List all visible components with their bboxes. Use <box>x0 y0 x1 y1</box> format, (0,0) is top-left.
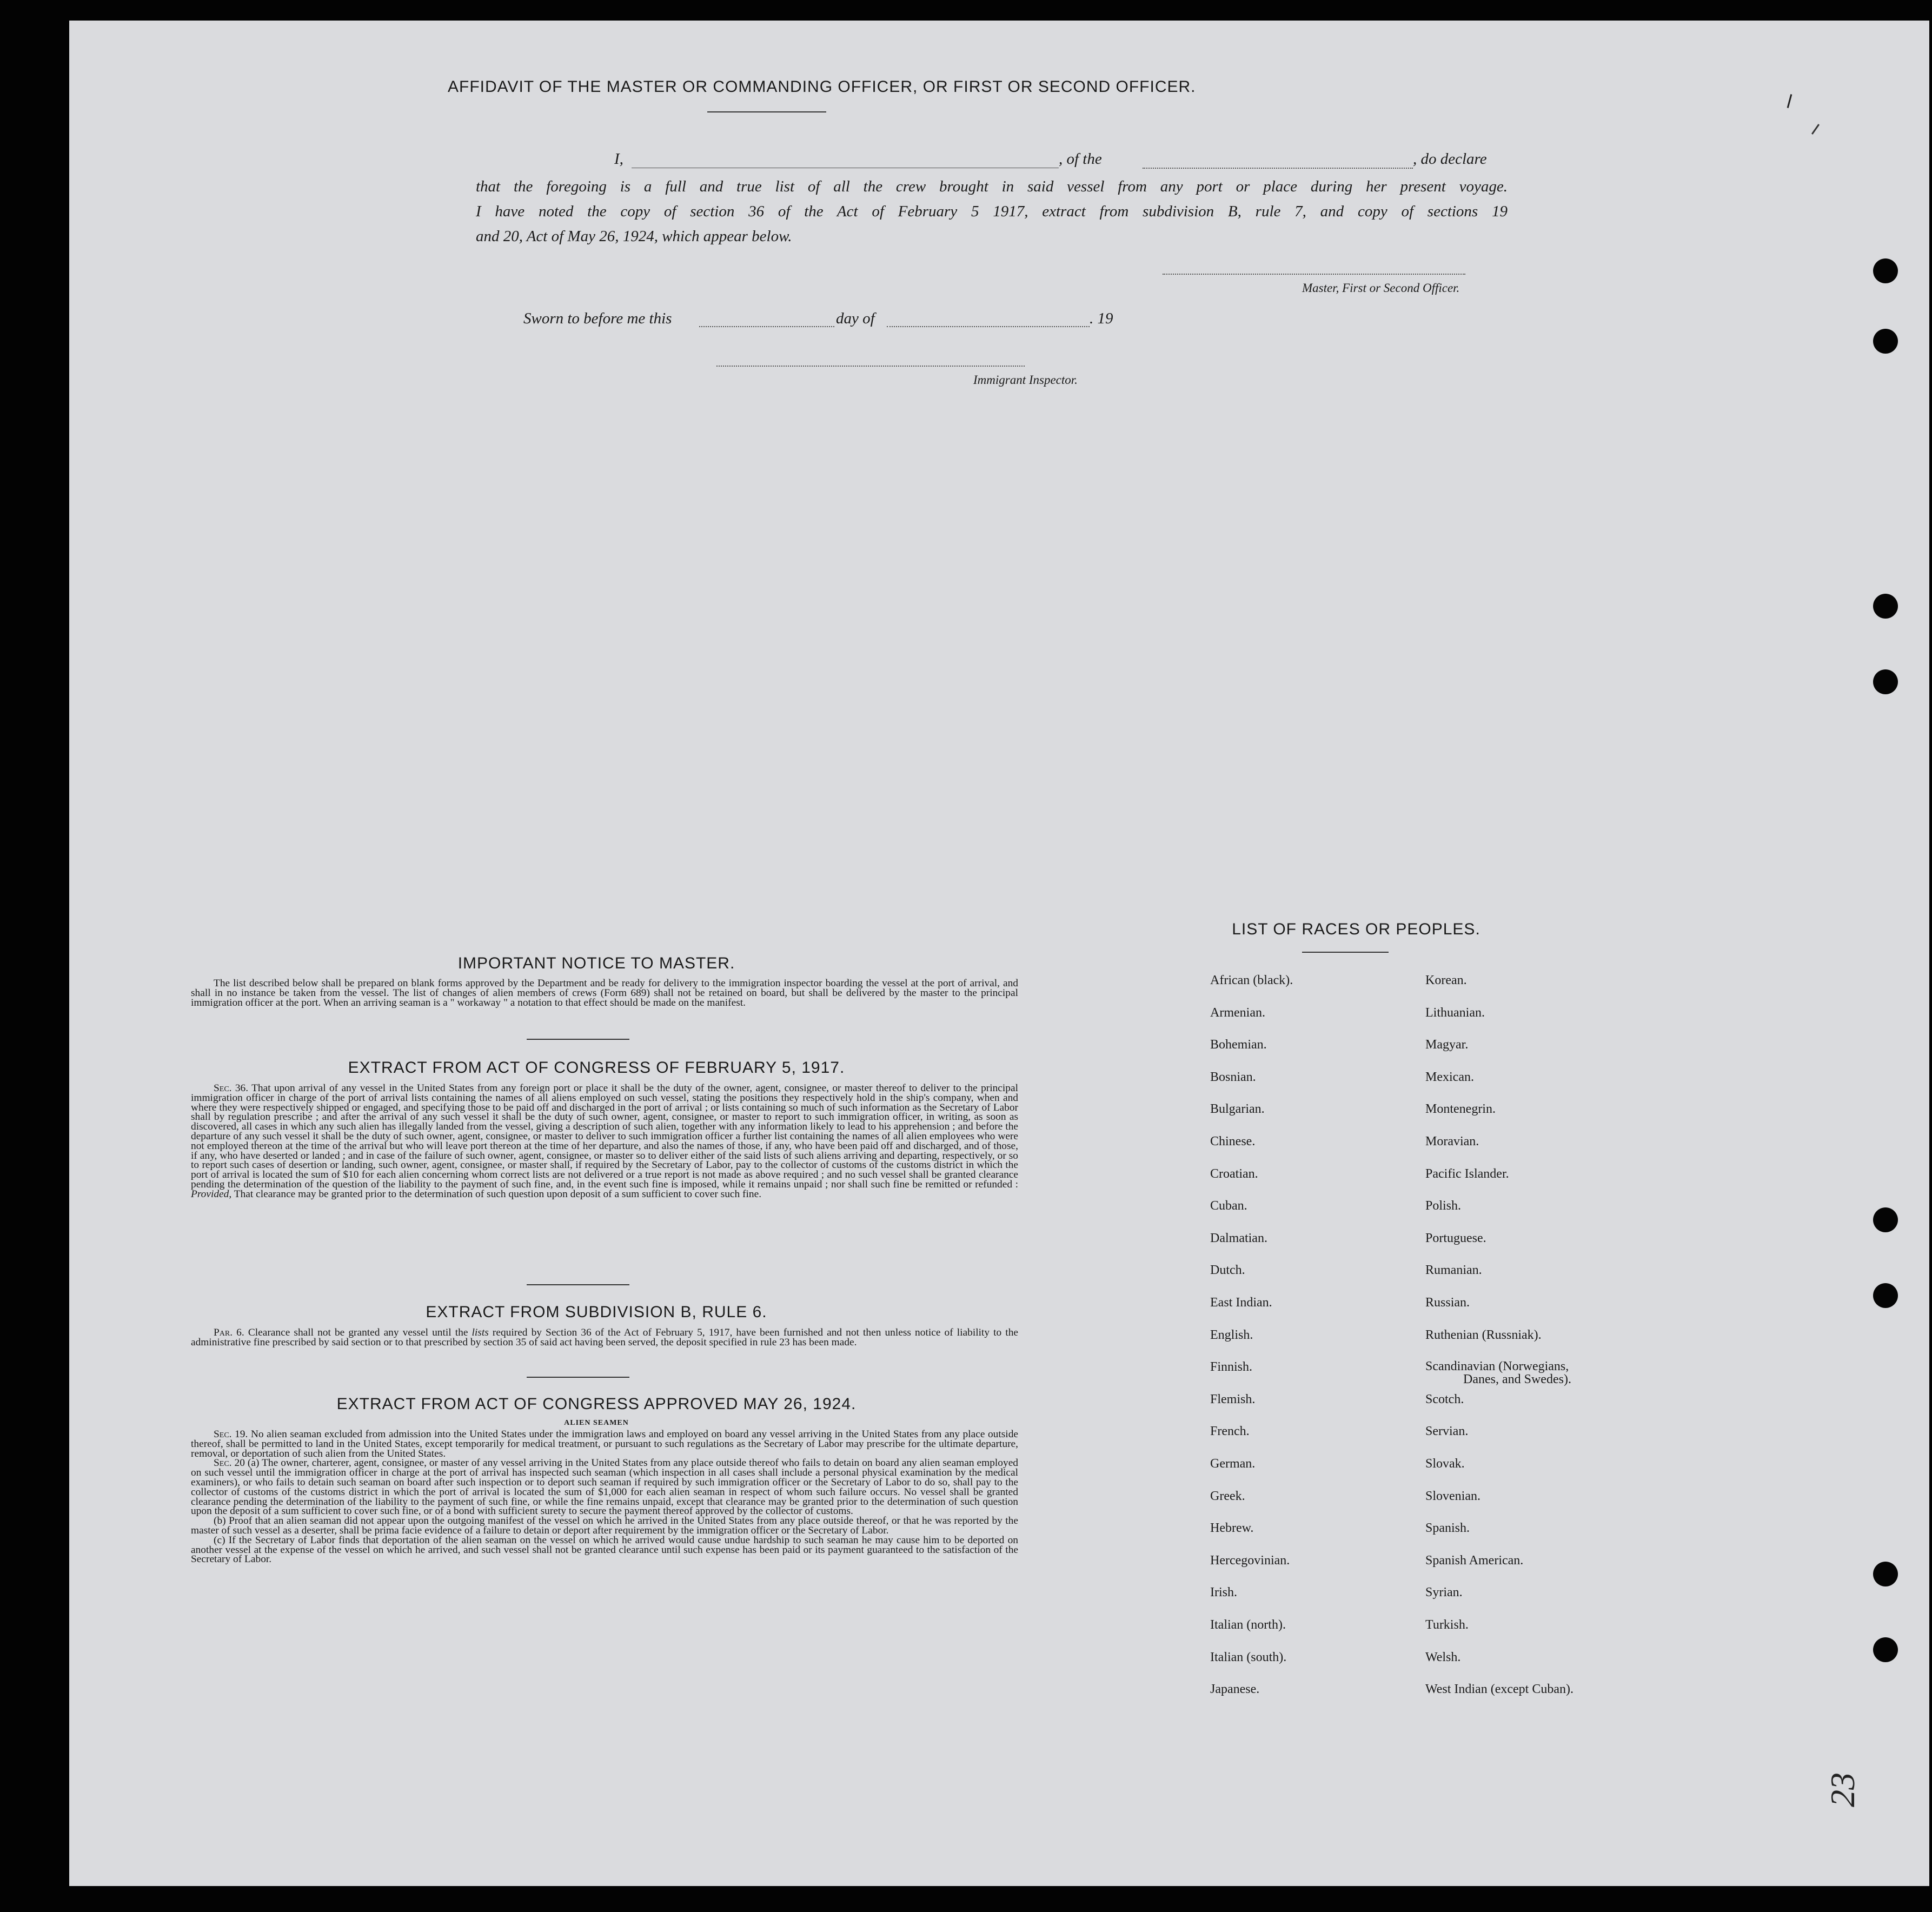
race-item: Lithuanian. <box>1425 1006 1485 1020</box>
sec-20c-text: (c) If the Secretary of Labor finds that deportation of the alien seaman on the vessel on which he arrived would cause undue hardship to such seaman he may cause him to be deported on another vessel at the expense of the vessel on which he arrived, and such vessel shall not be granted clearance until such expense has been paid or its payment guaranteed to the satisfaction of the Secretary of Labor. <box>191 1534 1018 1565</box>
binder-hole <box>1873 594 1898 619</box>
binder-hole <box>1873 1562 1898 1586</box>
race-item: Turkish. <box>1425 1618 1469 1632</box>
race-item: Mexican. <box>1425 1070 1474 1084</box>
race-item: Ruthenian (Russniak). <box>1425 1328 1542 1342</box>
race-item: Dutch. <box>1210 1263 1245 1277</box>
stray-mark <box>1787 94 1792 108</box>
sec-36-text: That upon arrival of any vessel in the United States from any foreign port or place it shall be the duty of the owner, agent, consignee, or master thereof to deliver to the principal immigration officer in charge of the port of arrival lists containing the names of all aliens employed on such vessel, stating the positions they respectively hold in the ship's company, when and where they were respectively shipped or engaged, and specifying those to be paid off and discharged in the port of arrival ; or lists containing so much of such information as the Secretary of Labor shall by regulation prescribe ; and after the arrival of any such vessel it shall be the duty of such owner, agent, consignee, or master to report to such immigration officer, in writing, as soon as discovered, all cases in which any such alien has illegally landed from the vessel, giving a description of such alien, together with any information likely to lead to his apprehension ; and before the departure of any such vessel it shall be the duty of such owner, agent, consignee, or master to deliver to such immigration officer a further list containing the names of all alien employees who were not employed thereon at the time of the arrival but who will leave port thereon at the time of her departure, and also the names of those, if any, who have been paid off and discharged, and of those, if any, who have deserted or landed ; and in case of the failure of such owner, agent, consignee, or master so to deliver either of the said lists of such aliens arriving and departing, respectively, or so to report such cases of desertion or landing, such owner, agent, consignee, or master shall, if required by the Secretary of Labor, pay to the collector of customs of the customs district in which the port of arrival is located the sum of $10 for each alien concerning whom correct lists are not delivered or a true report is not made as above required ; and no such vessel shall be granted clearance pending the determination of the question of the liability to the payment of such fine, and, in the event such fine is imposed, while it remains unpaid ; nor shall such fine be remitted or refunded : <box>191 1083 1018 1190</box>
title-underline <box>707 111 826 112</box>
race-item: Irish. <box>1210 1585 1237 1599</box>
alien-seamen-subtitle: ALIEN SEAMEN <box>564 1419 629 1427</box>
sec-19-text: No alien seaman excluded from admission into the United States under the immigration laws and employed on board any vessel arriving in the United States from any place outside thereof, shall be permitted to land in the United States, except temporarily for medical treatment, or pursuant to such regulations as the Secretary of Labor may prescribe for the ultimate departure, removal, or deportation of such alien from the United States. <box>191 1429 1019 1459</box>
race-item: West Indian (except Cuban). <box>1425 1682 1574 1696</box>
declaration-line-3: and 20, Act of May 26, 1924, which appear below. <box>476 228 792 245</box>
inspector-signature-line[interactable] <box>716 366 1025 367</box>
race-item: Spanish. <box>1425 1521 1470 1535</box>
race-item: Scotch. <box>1425 1392 1464 1406</box>
par-6-label: Par. 6. <box>214 1327 244 1338</box>
binder-hole <box>1873 1637 1898 1662</box>
stray-mark <box>1811 124 1820 135</box>
race-item: Dalmatian. <box>1210 1231 1267 1245</box>
rule-6-body <box>191 1328 1018 1347</box>
race-item: Armenian. <box>1210 1006 1265 1020</box>
race-item <box>1425 1360 1620 1386</box>
handwritten-page-number: 23 <box>1823 1772 1862 1807</box>
race-item: African (black). <box>1210 973 1293 987</box>
race-item: Portuguese. <box>1425 1231 1486 1245</box>
race-item: Moravian. <box>1425 1134 1479 1148</box>
section-divider <box>527 1284 629 1285</box>
race-item: Japanese. <box>1210 1682 1260 1696</box>
provided-word: Provided, <box>191 1188 232 1200</box>
sec-20a-text: (a) The owner, charterer, agent, consignee, or master of any vessel arriving in the United States from any place outside thereof who fails to detain on board any alien seaman employed on such vessel until the immigration officer in charge at the port of arrival has inspected such seaman (which inspection in all cases shall include a personal physical examination by the medical examiners), or who fails to detain such seaman on board after such inspection or to deport such seaman if required by such immigration officer or the Secretary of Labor to do so, shall pay to the collector of customs of the customs district in which the port of arrival is located the sum of $1,000 for each alien seaman in respect of whom such failure occurs. No vessel shall be granted clearance pending the determination of the liability to the payment of such fine, or while the fine remains unpaid, except that clearance may be granted prior to the determination of such question upon the deposit of a sum sufficient to cover such fine, or of a bond with sufficient surety to secure the payment thereof approved by the collector of customs. <box>191 1457 1018 1517</box>
race-item: Finnish. <box>1210 1360 1253 1374</box>
affidavit-title: AFFIDAVIT OF THE MASTER OR COMMANDING OFFICER, OR FIRST OR SECOND OFFICER. <box>448 78 1196 96</box>
binder-hole <box>1873 258 1898 283</box>
race-item: Magyar. <box>1425 1038 1469 1052</box>
binder-hole <box>1873 329 1898 354</box>
sec-36-label: Sec. 36. <box>214 1083 249 1094</box>
par-6-text-b: required by Section 36 of the Act of February 5, 1917, have been furnished and not then unless notice of liability to the administrative fine prescribed by said section or to that prescribed by section 35 of said act having been served, the deposit specified in rule 23 has been made. <box>191 1327 1018 1348</box>
race-item: Korean. <box>1425 973 1467 987</box>
inspector-signature-caption: Immigrant Inspector. <box>973 373 1078 387</box>
day-of-label: day of <box>836 310 875 327</box>
race-item: Montenegrin. <box>1425 1102 1496 1116</box>
rule-6-title: EXTRACT FROM SUBDIVISION B, RULE 6. <box>426 1303 767 1321</box>
master-signature-caption: Master, First or Second Officer. <box>1302 281 1460 295</box>
race-item: French. <box>1210 1424 1250 1438</box>
race-item: Slovak. <box>1425 1457 1465 1471</box>
sec-36-text-end: That clearance may be granted prior to the determination of such question upon deposit of a sum sufficient to cover such fine. <box>234 1188 762 1200</box>
race-item: Italian (south). <box>1210 1650 1287 1664</box>
binder-hole <box>1873 669 1898 694</box>
master-signature-line[interactable] <box>1163 274 1465 275</box>
declarant-line <box>545 149 1572 174</box>
sec-20b-text: (b) Proof that an alien seaman did not appear upon the outgoing manifest of the vessel on which he arrived in the United States from any place outside thereof, or that he was reported by the master of such vessel as a deserter, shall be prima facie evidence of a failure to detain or deport after requirement by the immigration officer or the Secretary of Labor. <box>191 1515 1018 1536</box>
race-item: Cuban. <box>1210 1199 1247 1213</box>
race-item: Hebrew. <box>1210 1521 1254 1535</box>
race-item: Polish. <box>1425 1199 1462 1213</box>
extract-1917-title: EXTRACT FROM ACT OF CONGRESS OF FEBRUARY 5, 1917. <box>348 1059 845 1077</box>
i-label: I, <box>614 150 623 168</box>
race-item: Croatian. <box>1210 1167 1258 1181</box>
of-the-label: , of the <box>1059 150 1102 168</box>
race-item: Slovenian. <box>1425 1489 1480 1503</box>
race-item: Flemish. <box>1210 1392 1256 1406</box>
race-item-line: Danes, and Swedes). <box>1463 1372 1571 1386</box>
race-item: Hercegovinian. <box>1210 1554 1290 1568</box>
sec-20-label: Sec. 20 <box>214 1457 245 1469</box>
sec-19-label: Sec. 19. <box>214 1429 248 1440</box>
sworn-day-field[interactable] <box>699 326 834 327</box>
race-item-line: Scandinavian (Norwegians, <box>1425 1359 1569 1373</box>
race-item: Greek. <box>1210 1489 1245 1503</box>
section-divider <box>527 1377 629 1378</box>
race-item: English. <box>1210 1328 1253 1342</box>
race-item: Pacific Islander. <box>1425 1167 1509 1181</box>
race-item: Italian (north). <box>1210 1618 1286 1632</box>
vessel-field[interactable] <box>1143 168 1413 169</box>
declaration-line-1: that the foregoing is a full and true list of all the crew brought in said vessel from any port or place during her present voyage. <box>476 178 1508 195</box>
races-title: LIST OF RACES OR PEOPLES. <box>1232 920 1480 938</box>
lists-word: lists <box>472 1327 489 1338</box>
notice-body <box>191 979 1018 1007</box>
binder-hole <box>1873 1283 1898 1308</box>
races-title-underline <box>1302 952 1389 953</box>
race-item: Bosnian. <box>1210 1070 1256 1084</box>
race-item: German. <box>1210 1457 1256 1471</box>
declaration-line-2: I have noted the copy of section 36 of the Act of February 5 1917, extract from subdivision B, rule 7, and copy of sections 19 <box>476 203 1508 220</box>
race-item: Spanish American. <box>1425 1554 1524 1568</box>
race-item: Welsh. <box>1425 1650 1461 1664</box>
document-page <box>69 21 1929 1886</box>
race-item: Bulgarian. <box>1210 1102 1265 1116</box>
race-item: Servian. <box>1425 1424 1469 1438</box>
race-item: Syrian. <box>1425 1585 1463 1599</box>
notice-title: IMPORTANT NOTICE TO MASTER. <box>457 954 735 972</box>
sworn-month-field[interactable] <box>887 326 1090 327</box>
race-item: Rumanian. <box>1425 1263 1482 1277</box>
extract-1924-body <box>191 1430 1018 1564</box>
race-item: Bohemian. <box>1210 1038 1267 1052</box>
race-item: Chinese. <box>1210 1134 1256 1148</box>
sworn-label: Sworn to before me this <box>523 310 672 327</box>
notice-text: The list described below shall be prepared on blank forms approved by the Department and be ready for delivery to the immigration inspector boarding the vessel at the port of arrival, and shall in no instance be taken from the vessel. The list of changes of alien members of crews (Form 689) shall not be retained on board, but shall be delivered by the master to the principal immigration officer at the port. When an arriving seaman is a " workaway " a notation to that effect should be made on the manifest. <box>191 978 1018 1008</box>
extract-1917-body <box>191 1084 1018 1199</box>
par-6-text-a: Clearance shall not be granted any vessel until the <box>248 1327 468 1338</box>
binder-hole <box>1873 1207 1898 1232</box>
section-divider <box>527 1039 629 1040</box>
race-item: Russian. <box>1425 1296 1470 1310</box>
sworn-line <box>523 310 1226 335</box>
year-label: . 19 <box>1090 310 1113 327</box>
extract-1924-title: EXTRACT FROM ACT OF CONGRESS APPROVED MAY 26, 1924. <box>336 1395 857 1413</box>
do-declare-label: , do declare <box>1413 150 1487 168</box>
race-item: East Indian. <box>1210 1296 1272 1310</box>
